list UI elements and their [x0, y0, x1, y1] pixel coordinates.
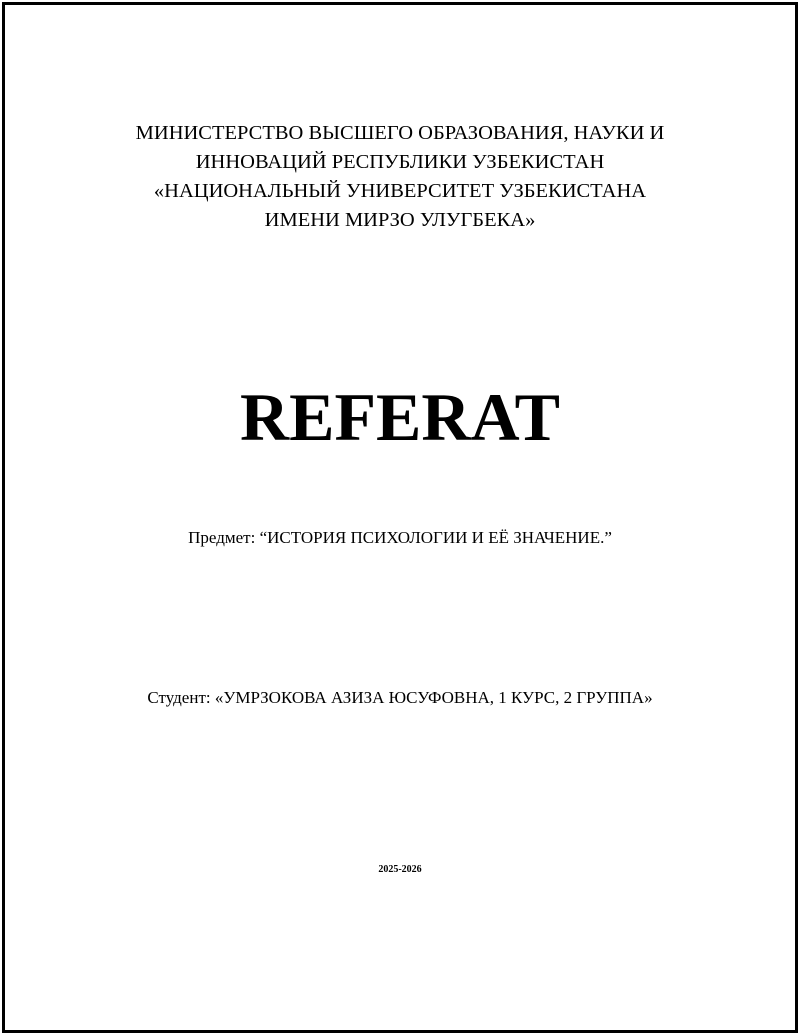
header-line: ИННОВАЦИЙ РЕСПУБЛИКИ УЗБЕКИСТАН — [195, 151, 605, 173]
student-line: Студент: «УМРЗОКОВА АЗИЗА ЮСУФОВНА, 1 КУРС, 2 ГРУППА» — [147, 688, 653, 707]
academic-year: 2025-2026 — [378, 864, 422, 875]
subject-line: Предмет: “ИСТОРИЯ ПСИХОЛОГИИ И ЕЁ ЗНАЧЕНИЕ.” — [188, 528, 612, 547]
header-line: «НАЦИОНАЛЬНЫЙ УНИВЕРСИТЕТ УЗБЕКИСТАНА — [153, 180, 647, 202]
ministry-header — [0, 119, 800, 235]
header-line: ИМЕНИ МИРЗО УЛУГБЕКА» — [264, 209, 536, 231]
header-line: МИНИСТЕРСТВО ВЫСШЕГО ОБРАЗОВАНИЯ, НАУКИ И — [135, 122, 665, 144]
document-title: REFERAT — [240, 379, 560, 455]
